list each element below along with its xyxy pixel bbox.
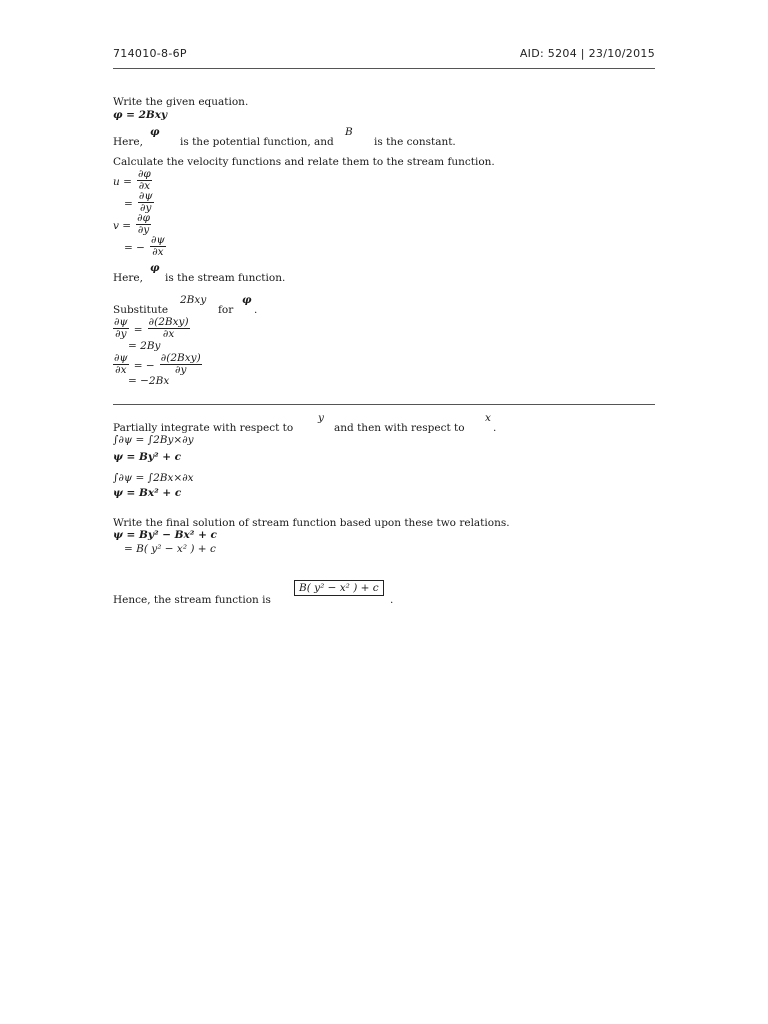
v-eq2: = − <box>124 242 145 254</box>
step1-here: Here, <box>113 136 143 148</box>
u-equation <box>113 169 152 192</box>
section-divider <box>113 404 655 405</box>
v-fraction-1: $\frac{\partial\varphi}{\partial y}$ <box>137 212 150 236</box>
step1-here-mid: is the potential function, and <box>180 136 334 148</box>
final-eq-1: ψ = By² − Bx² + c <box>113 529 217 541</box>
dpsi-dx: $\frac{\partial\psi}{\partial x}$ <box>114 352 128 376</box>
header-divider <box>113 68 655 69</box>
aid-date: AID: 5204 | 23/10/2015 <box>519 47 655 60</box>
v-equation <box>113 213 151 236</box>
integrate-text-a: Partially integrate with respect to <box>113 422 294 434</box>
phi-symbol: φ <box>150 126 160 138</box>
integral-y: ∫∂ψ = ∫2By×∂y <box>113 434 194 446</box>
substitute-label: Substitute <box>113 304 169 316</box>
integrate-text-b: and then with respect to <box>334 422 465 434</box>
d2bxy-dx: $\frac{\text{∂(2Bxy)}}{\partial x}$ <box>148 316 189 340</box>
dpsi-dx-equation: $\frac{\partial\psi}{\partial x}$ = − $\frac{\text{∂(2Bxy)}}{\partial y}$ <box>114 352 201 376</box>
u-equation-2 <box>124 191 154 214</box>
step2-here: Here, <box>113 272 143 284</box>
v-lhs: v = <box>113 220 132 232</box>
substitute-symbol: φ <box>242 294 252 306</box>
substitute-value: 2Bxy <box>180 294 207 306</box>
step2-intro: Calculate the velocity functions and relate them to the stream function. <box>113 156 495 168</box>
hence-text: Hence, the stream function is <box>113 594 271 606</box>
u-fraction-2: $\frac{\partial\psi}{\partial y}$ <box>138 190 153 214</box>
u-lhs: u = <box>113 176 132 188</box>
dpsi-dy: $\frac{\partial\psi}{\partial y}$ <box>114 316 128 340</box>
equation-phi: φ = 2Bxy <box>113 109 168 121</box>
dpsi-dx-result: = −2Bx <box>128 375 170 387</box>
var-x: x <box>485 412 491 424</box>
stream-symbol: φ <box>150 262 160 274</box>
document-id: 714010-8-6P <box>113 47 187 60</box>
hence-period: . <box>390 594 394 606</box>
var-y: y <box>318 412 324 424</box>
u-eq2: = <box>124 198 133 210</box>
v-fraction-2: $\frac{\partial\psi}{\partial x}$ <box>151 234 165 258</box>
step1-here-suffix: is the constant. <box>374 136 456 148</box>
answer-box: B( y² − x² ) + c <box>294 576 384 595</box>
u-fraction-1: $\frac{\partial\varphi}{\partial x}$ <box>138 168 151 192</box>
dpsi-dy-equation: $\frac{\partial\psi}{\partial y}$ = $\frac{\text{∂(2Bxy)}}{\partial x}$ <box>114 316 189 340</box>
step2-here-suffix: is the stream function. <box>165 272 286 284</box>
integral-x-result: ψ = Bx² + c <box>113 487 182 499</box>
integrate-period: . <box>493 422 497 434</box>
d2bxy-dy: $\frac{\text{∂(2Bxy)}}{\partial y}$ <box>160 352 201 376</box>
integral-x: ∫∂ψ = ∫2Bx×∂x <box>113 472 194 484</box>
integral-y-result: ψ = By² + c <box>113 451 182 463</box>
final-eq-2: = B( y² − x² ) + c <box>124 543 216 555</box>
dpsi-dy-result: = 2By <box>128 340 161 352</box>
step1-intro: Write the given equation. <box>113 96 249 108</box>
substitute-for: for <box>218 304 234 316</box>
v-equation-2 <box>124 235 166 258</box>
b-symbol: B <box>345 126 353 138</box>
step5-intro: Write the final solution of stream function based upon these two relations. <box>113 517 510 529</box>
substitute-period: . <box>254 304 258 316</box>
